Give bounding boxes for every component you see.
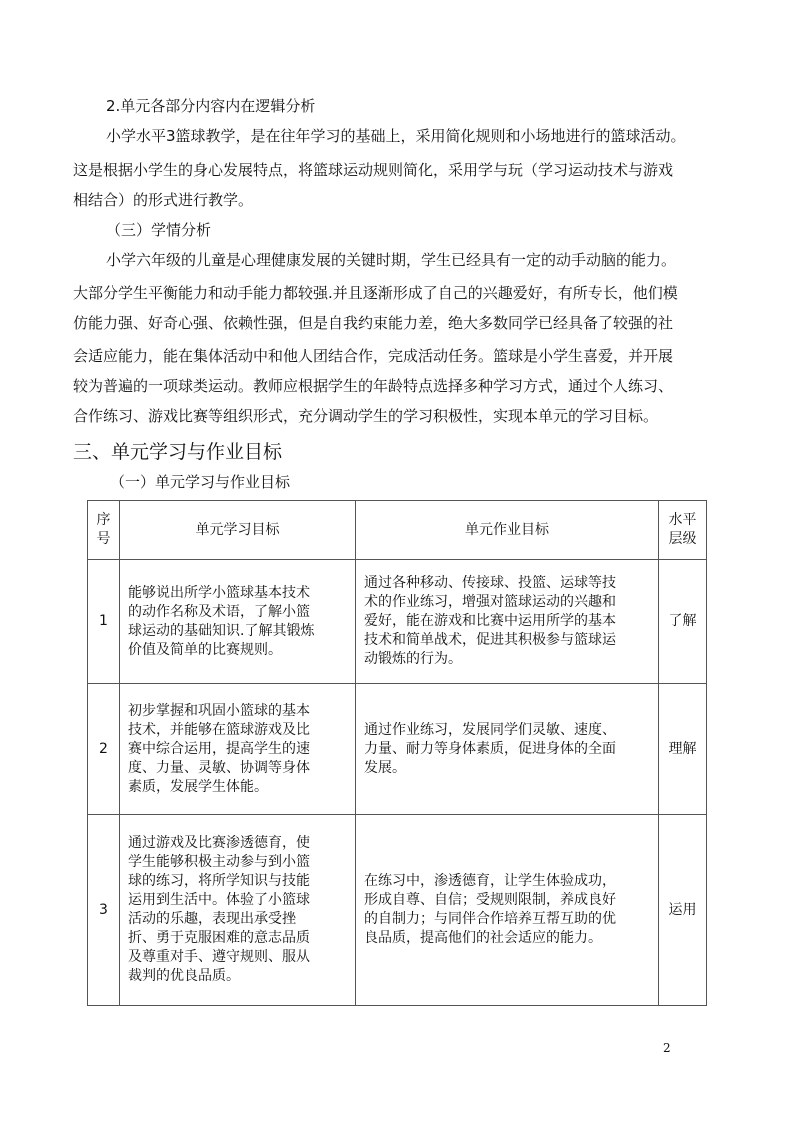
cell-line: 在练习中，渗透德育，让学生体验成功， [364, 873, 616, 889]
learning-goal-cell [120, 684, 356, 815]
cell-line: 及尊重对手、遵守规则、服从 [128, 949, 310, 965]
header-no-line: 序 [96, 512, 111, 528]
header-level [659, 501, 707, 560]
table-row [88, 560, 707, 684]
cell-line: 素质，发展学生体能。 [128, 778, 268, 795]
chapter-heading: 三、单元学习与作业目标 [73, 441, 283, 463]
cell-line: 度、力量、灵敏、协调等身体 [128, 759, 310, 776]
page-number: 2 [663, 1041, 671, 1055]
cell-line: 的自制力；与同伴合作培养互帮互助的优 [364, 911, 616, 927]
goals-table [87, 500, 707, 1006]
cell-line: 力量、耐力等身体素质，促进身体的全面 [364, 740, 616, 757]
section-heading-analysis: （三）学情分析 [106, 221, 212, 239]
level-cell: 理解 [659, 684, 707, 815]
row-number: 1 [88, 560, 120, 684]
cell-line: 折、勇于克服困难的意志品质 [128, 930, 310, 946]
paragraph-line: 会适应能力，能在集体活动中和他人团结合作，完成活动任务。篮球是小学生喜爱，并开展 [73, 347, 674, 365]
cell-line: 通过游戏及比赛渗透德育，使 [128, 835, 310, 851]
paragraph-line: 这是根据小学生的身心发展特点，将篮球运动规则简化，采用学与玩（学习运动技术与游戏 [73, 161, 674, 179]
paragraph-line: 较为普遍的一项球类运动。教师应根据学生的年龄特点选择多种学习方式，通过个人练习、 [73, 377, 674, 395]
cell-line: 学生能够积极主动参与到小篮 [128, 854, 310, 870]
cell-line: 裁判的优良品质。 [128, 968, 240, 984]
paragraph-line: 大部分学生平衡能力和动手能力都较强.并且逐渐形成了自己的兴趣爱好，有所专长，他们模 [73, 284, 678, 302]
cell-line: 技术和简单战术，促进其积极参与篮球运 [364, 632, 616, 648]
cell-line: 初步掌握和巩固小篮球的基本 [128, 702, 310, 719]
cell-line: 爱好，能在游戏和比赛中运用所学的基本 [364, 613, 616, 629]
homework-goal-cell [356, 684, 659, 815]
header-learning-goal: 单元学习目标 [120, 501, 356, 560]
cell-line: 发展。 [364, 759, 406, 776]
cell-line: 赛中综合运用，提高学生的速 [128, 740, 310, 757]
cell-line: 良品质，提高他们的社会适应的能力。 [364, 930, 602, 946]
level-cell: 运用 [659, 815, 707, 1006]
subheading: （一）单元学习与作业目标 [110, 473, 291, 491]
cell-line: 活动的乐趣，表现出承受挫 [128, 911, 296, 927]
learning-goal-cell [120, 815, 356, 1006]
cell-line: 通过各种移动、传接球、投篮、运球等技 [364, 575, 616, 591]
paragraph-line: 小学六年级的儿童是心理健康发展的关键时期，学生已经具有一定的动手动脑的能力。 [106, 251, 677, 269]
header-no-line: 号 [96, 531, 111, 547]
cell-line: 运用到生活中。体验了小篮球 [128, 892, 310, 908]
cell-line: 能够说出所学小篮球基本技术 [128, 584, 310, 601]
cell-line: 形成自尊、自信；受规则限制，养成良好 [364, 892, 616, 908]
cell-line: 球运动的基础知识.了解其锻炼 [128, 622, 315, 639]
table-header-row [88, 501, 707, 560]
cell-line: 术的作业练习，增强对篮球运动的兴趣和 [364, 594, 616, 610]
cell-line: 通过作业练习，发展同学们灵敏、速度、 [364, 721, 616, 738]
cell-line: 的动作名称及术语，了解小篮 [128, 603, 310, 620]
paragraph-line: 仿能力强、好奇心强、依赖性强，但是自我约束能力差，绝大多数同学已经具备了较强的社 [73, 314, 674, 332]
cell-line: 动锻炼的行为。 [364, 651, 462, 667]
cell-line: 价值及简单的比赛规则。 [128, 641, 282, 658]
paragraph-line: 相结合）的形式进行教学。 [73, 191, 254, 209]
homework-goal-cell [356, 560, 659, 684]
homework-goal-cell [356, 815, 659, 1006]
learning-goal-cell [120, 560, 356, 684]
row-number: 3 [88, 815, 120, 1006]
cell-line: 球的练习，将所学知识与技能 [128, 873, 310, 889]
cell-line: 技术，并能够在篮球游戏及比 [128, 721, 310, 738]
row-number: 2 [88, 684, 120, 815]
paragraph-line: 合作练习、游戏比赛等组织形式，充分调动学生的学习积极性，实现本单元的学习目标。 [73, 407, 659, 425]
paragraph-line: 小学水平3篮球教学，是在往年学习的基础上，采用简化规则和小场地进行的篮球活动。 [106, 127, 686, 145]
header-homework-goal: 单元作业目标 [356, 501, 659, 560]
header-level-line: 层级 [668, 531, 697, 547]
header-no [88, 501, 120, 560]
table-row [88, 684, 707, 815]
level-cell: 了解 [659, 560, 707, 684]
header-level-line: 水平 [668, 512, 697, 528]
section-heading-logic: 2.单元各部分内容内在逻辑分析 [106, 97, 316, 115]
table-row [88, 815, 707, 1006]
